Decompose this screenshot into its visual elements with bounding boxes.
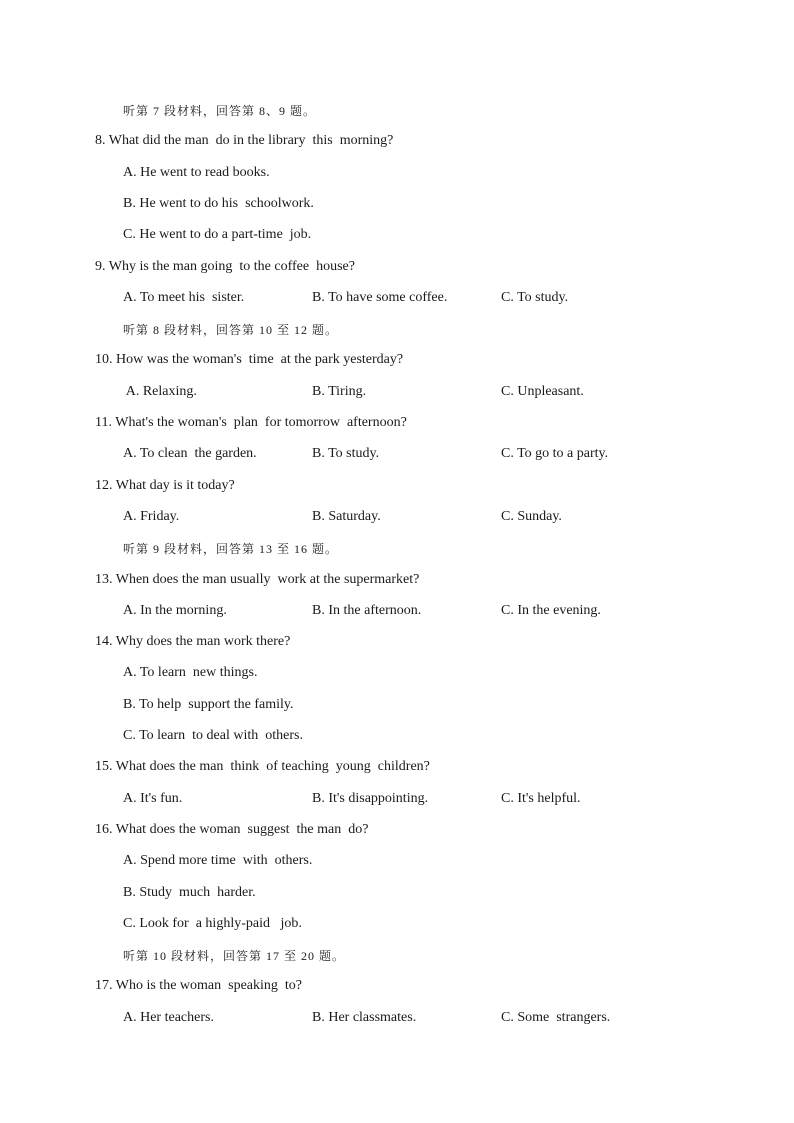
question-text: 13. When does the man usually work at the supermarket? [95,572,420,587]
answer-option: A. Spend more time with others. [123,853,313,868]
answer-option-a: A. To meet his sister. [123,290,245,305]
question-text: 11. What's the woman's plan for tomorrow afternoon? [95,415,407,430]
question-text: 12. What day is it today? [95,478,235,493]
answer-option: A. He went to read books. [123,165,270,180]
answer-option-a: A. It's fun. [123,791,183,806]
question-text: 17. Who is the woman speaking to? [95,978,302,993]
answer-option-c: C. Unpleasant. [501,384,584,399]
question-text: 16. What does the woman suggest the man do? [95,822,369,837]
question-text: 14. Why does the man work there? [95,634,291,649]
answer-option-c: C. In the evening. [501,603,601,618]
answer-option: B. He went to do his schoolwork. [123,196,314,211]
answer-option: C. To learn to deal with others. [123,728,303,743]
answer-option-c: C. Sunday. [501,509,562,524]
section-instruction: 听第 10 段材料，回答第 17 至 20 题。 [123,949,346,963]
answer-option: C. Look for a highly-paid job. [123,916,302,931]
question-text: 8. What did the man do in the library this morning? [95,133,394,148]
answer-option-a: A. To clean the garden. [123,446,257,461]
answer-option-b: B. To have some coffee. [312,290,448,305]
answer-option-b: B. Her classmates. [312,1010,417,1025]
answer-option: A. To learn new things. [123,665,258,680]
answer-option-c: C. It's helpful. [501,791,581,806]
answer-option-b: B. To study. [312,446,380,461]
answer-option-a: A. Friday. [123,509,180,524]
answer-option-b: B. Saturday. [312,509,381,524]
answer-option-a: A. In the morning. [123,603,227,618]
answer-option: B. Study much harder. [123,885,256,900]
answer-option-b: B. Tiring. [312,384,367,399]
answer-option-a: A. Her teachers. [123,1010,214,1025]
section-instruction: 听第 8 段材料，回答第 10 至 12 题。 [123,323,339,337]
answer-option-a: A. Relaxing. [123,384,197,399]
answer-option-b: B. It's disappointing. [312,791,429,806]
section-instruction: 听第 7 段材料，回答第 8、9 题。 [123,104,317,118]
answer-option: B. To help support the family. [123,697,294,712]
answer-option-c: C. To study. [501,290,569,305]
question-text: 9. Why is the man going to the coffee house? [95,259,355,274]
question-text: 15. What does the man think of teaching young children? [95,759,430,774]
answer-option: C. He went to do a part-time job. [123,227,312,242]
answer-option-c: C. To go to a party. [501,446,609,461]
answer-option-b: B. In the afternoon. [312,603,422,618]
answer-option-c: C. Some strangers. [501,1010,611,1025]
section-instruction: 听第 9 段材料，回答第 13 至 16 题。 [123,542,339,556]
question-text: 10. How was the woman's time at the park yesterday? [95,352,404,367]
